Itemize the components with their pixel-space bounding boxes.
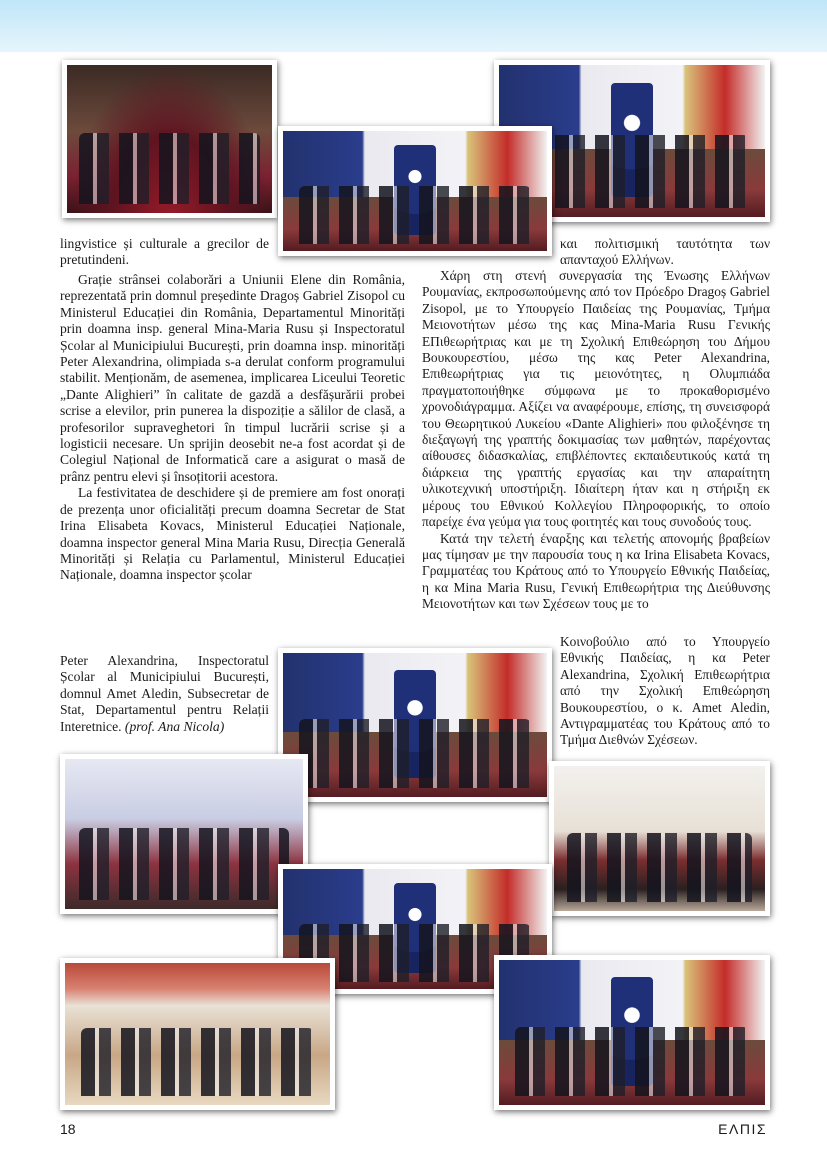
header-band: [0, 0, 827, 52]
greek-paragraph-1: και πολιτισμική ταυτότητα των απανταχού Ελλήνων.: [560, 236, 770, 268]
photo-stage-group-center: [278, 126, 552, 256]
greek-article-top: [560, 236, 770, 269]
photo-dancers: [549, 761, 770, 916]
greek-paragraph-2: Χάρη στη στενή συνεργασία της Ένωσης Ελλήνων Ρουμανίας, εκπροσωπούμενης από τον Πρόεδρο Dragoș Gabriel Zisopol, με το Υπουργείο Παιδείας της Ρουμανίας, Τμήμα Μειονοτήτων μέσω της κας Mina-Maria Rusu Γενικής ΕΠιθεωρήτριας και με τη Σχολική Επιθεώρηση του Δήμου Βουκουρεστίου, μέσω της κας Peter Alexandrina, Επιθεωρήτριας για τις μειονότητες, η Ολυμπιάδα πραγματοποιήθηκε σύμφωνα με το προκαθορισμένο χρονοδιάγραμμα. Αξίζει να αναφέρουμε, επίσης, τη συνεισφορά του Θεωρητικού Λυκείου «Dante Alighieri» που φιλοξένησε τη διεξαγωγή της γραπτής δοκιμασίας των μαθητών, παρέχοντας αίθουσες διδασκαλίας, επιβλέποντες εκπαιδευτικούς κατά τη διάρκεια της γραπτής εργασίας και την απαραίτητη υλικοτεχνική υποστήριξη. Ιδιαίτερη ήταν και η στήριξη εκ μέρους του Εθνικού Κολλεγίου Πληροφορικής, το οποίο παρείχε ένα γεύμα για τους φοιτητές και τους συνοδούς τους.: [422, 268, 770, 530]
photo-dining-hall: [62, 60, 277, 218]
magazine-name: ΕΛΠΙΣ: [718, 1121, 767, 1137]
photo-stage-group-bottom: [494, 955, 770, 1110]
romanian-paragraph-3: La festivitatea de deschidere și de premiere am fost onorați de prezența unor oficialități precum doamna Secretar de Stat Irina Elisabeta Kovacs, Ministerul Educației Naționale, doamna inspector general Mina Maria Rusu, Direcția Generală Minorități și Relația cu Parlamentul, Ministerul Educației Naționale, doamna inspector școlar: [60, 485, 405, 583]
romanian-article-body: [60, 272, 405, 584]
romanian-paragraph-3-end: Peter Alexandrina, Inspectoratul Școlar al Municipiului București, domnul Amet Aledin, Subsecretar de Stat, Departamentul pentru Relații Interetnice.: [60, 653, 269, 734]
greek-paragraph-3-end: Κοινοβούλιο από το Υπουργείο Εθνικής Παιδείας, η κα Peter Alexandrina, Σχολική Επιθεωρήτρια από την Σχολική Επιθεώρηση Βουκουρεστίου, ο κ. Amet Aledin, Αντιγραμματέας του Κράτους από το Τμήμα Διεθνών Σχέσεων.: [560, 634, 770, 748]
romanian-paragraph-2: Grație strânsei colaborări a Uniunii Elene din România, reprezentată prin domnul președinte Dragoș Gabriel Zisopol cu Ministerul Educației din România, Departamentul Minorități prin doamna insp. general Mina-Maria Rusu și Inspectoratul Școlar al Municipiului București, prin doamna insp. minorități Peter Alexandrina, olimpiada s-a derulat conform programului stabilit. Menționăm, de asemenea, implicarea Liceului Teoretic „Dante Alighieri” în calitate de gazdă a desfășurării probei scrise a elevilor, prin punerea la dispoziție a sălilor de clasă, a profesorilor supraveghetori în timpul lucrării scrise și a logisticii necesare. Un sprijin deosebit ne-a fost acordat și de Colegiul Național de Informatică care a asigurat o masă de prânz pentru elevi și însoțitorii acestora.: [60, 272, 405, 484]
romanian-article-bottom: [60, 653, 269, 735]
greek-article-body: [422, 268, 770, 613]
romanian-paragraph-1: lingvistice și culturale a grecilor de pretutindeni.: [60, 236, 269, 268]
greek-article-bottom: [560, 634, 770, 749]
romanian-article-top: [60, 236, 269, 269]
photo-speaker-panel: [60, 754, 308, 914]
photo-classroom: [60, 958, 335, 1110]
photo-stage-group-middle: [278, 648, 552, 802]
page-number: 18: [60, 1121, 76, 1137]
author-signature: (prof. Ana Nicola): [124, 718, 225, 734]
greek-paragraph-3: Κατά την τελετή έναρξης και τελετής απονομής βραβείων μας τίμησαν με την παρουσία τους η κα Irina Elisabeta Kovacs, Γραμματέας του Κράτους από το Υπουργείο Εθνικής Παιδείας, η κα Mina Maria Rusu, Γενική Επιθεωρήτρια της Διεύθυνσης Μειονοτήτων και των Σχέσεων τους με το: [422, 530, 770, 612]
